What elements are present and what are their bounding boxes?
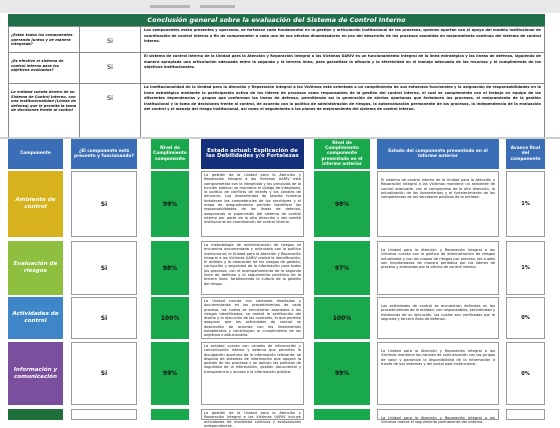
header-present: ¿El componente está presente y funcionando? — [71, 139, 137, 169]
component-state: La Unidad cuenta con controles diseñados y documentados en los procedimientos de cada proceso, los cuales se encuentran asociados a los riesgos identificados; se realizó la verificación del diseño y la ejecución de los controles, lo que permite asegurar que las actividades de control se desarrollen de acuerdo con los lineamientos establecidos y contribuyan al cumplimiento de los objetivos institucionales. — [201, 297, 304, 339]
component-advance: 1% — [506, 241, 545, 295]
header-level: Nivel de Cumplimiento componente — [151, 139, 189, 169]
component-level: 98% — [151, 241, 189, 295]
conclusion-row — [9, 84, 545, 138]
component-row — [8, 342, 545, 405]
component-row — [8, 241, 545, 295]
component-present: Si — [71, 171, 137, 237]
component-row — [8, 297, 545, 339]
component-advance — [506, 409, 545, 420]
header-prev-state: Estado del componente presentado en el informe anterior — [377, 139, 499, 169]
faded-heading-fragment — [200, 5, 235, 8]
component-present — [71, 409, 137, 420]
component-advance: 0% — [506, 342, 545, 405]
component-prev-state: La Unidad para la Atención y Reparación Integral a las Víctimas realiza el seguimiento permanente del sistema. — [377, 409, 499, 420]
component-name: Evaluación de riesgos — [8, 241, 63, 295]
component-level-prev: 99% — [314, 342, 370, 405]
conclusion-criterion: ¿Es efectivo el sistema de control interno para los objetivos evaluados? — [11, 59, 64, 73]
component-row — [8, 409, 545, 428]
component-prev-state: Las actividades de control se encuentran definidas en los procedimientos de la entidad, con responsables, periodicidad y evidencias de su ejecución, las cuales son verificadas por la segunda y tercera línea de defensa. — [377, 297, 499, 339]
component-row — [8, 171, 545, 237]
component-level-prev: 98% — [314, 171, 370, 237]
component-present: Si — [71, 297, 137, 339]
conclusion-criterion: La entidad cuenta dentro de su Sistema de Control Interno, con una institucionalidad (Líneas de defensa) que le permita la toma de decisiones frente al control — [11, 90, 77, 113]
conclusion-header: Conclusión general sobre la evaluación del Sistema de Control Interno — [8, 14, 545, 26]
component-name: Ambiente de control — [8, 171, 63, 237]
component-level-prev: 97% — [314, 241, 370, 295]
conclusion-criterion: ¿Están todos los componentes operando juntos y de manera integrada? — [11, 33, 73, 47]
header-component: Componente — [8, 139, 63, 169]
component-name: Actividades de control — [8, 297, 63, 339]
conclusion-answer: Si — [107, 37, 113, 45]
component-present: Si — [71, 342, 137, 405]
component-prev-state: La Unidad para la Atención y Reparación Integral a las Víctimas cuenta con la política de administración de riesgos actualizada y con los mapas de riesgos por proceso, los cuales son monitoreados de manera periódica por los líderes de proceso y evaluados por la oficina de control interno. — [377, 241, 499, 295]
conclusion-row — [9, 27, 545, 53]
component-state: La entidad cuenta con canales de información y comunicación interna y externa que permiten la divulgación oportuna de la información relevante; se dispone de sistemas de información que apoyan la gestión de los procesos y se aplican las políticas de seguridad de la información, gestión documental y transparencia y acceso a la información pública. — [201, 342, 304, 405]
component-name: Información y comunicación — [8, 342, 63, 405]
conclusion-text: El sistema de control interno de la Unidad para la Atención y Reparación Integral a las Víctimas UARIV es un funcionamiento integral de la línea estratégica y las líneas de defensa, siguiendo de manera apropiada una articulación adecuada entre la segunda y la tercera línea, para garantizar la eficacia y la efectividad en el manejo adecuado de los recursos y el cumplimiento de los objetivos institucionales. — [144, 54, 541, 70]
conclusion-table — [8, 26, 545, 138]
conclusion-text: Los componentes están presentes y operando, se fortalece cada fundamental en la gestión y articulación institucional de los procesos, quienes aportan con el apoyo del modelo institucional de coordinación de control interno a fin de comprometer a cada uno de sus efectos dinamizadores en pro del desarrollo de los procesos asumidos en mejoramiento continuo del sistema de control interno. — [144, 28, 541, 44]
header-state: Estado actual: Explicación de las Debilidades y/o Fortalezas — [201, 139, 304, 169]
component-advance: 1% — [506, 171, 545, 237]
component-state: La metodología de administración de riesgos se encuentra documentada y articulada con la política institucional; la Unidad para la Atención y Reparación Integral a las Víctimas UARIV realizó la identificación, el análisis y la valoración de los riesgos de gestión, corrupción y seguridad de la información para todos los procesos, con el acompañamiento de la segunda línea de defensa y el seguimiento periódico de la tercera línea, fortaleciendo la cultura de la gestión del riesgo. — [201, 241, 304, 295]
component-level-prev — [314, 409, 370, 420]
top-strip — [0, 0, 560, 13]
component-prev-state: La Unidad para la Atención y Reparación Integral a las Víctimas mantiene los canales de comunicación con los grupos de valor y garantiza la disponibilidad de la información a través de sus sistemas y del portal web institucional. — [377, 342, 499, 405]
conclusion-row — [9, 53, 545, 84]
conclusion-text: La institucionalidad de la Unidad para la Atención y Reparación Integral a las Víctimas está orientada a un cumplimiento de sus esfuerzos funcionales y la asignación de responsabilidades en la línea estratégica mediante la participación activa de los líderes de procesos como responsables de la gestión del control interno, el cual se complementa con el trabajo en equipo de las diferentes dependencias y grupos que conforman las líneas de defensa, permitiendo así la generación de alertas oportunas que fortalecen los procesos, el mejoramiento de la gestión institucional y la toma de decisiones frente al control, de acuerdo con la política de administración de riesgos, la autoevaluación permanente de los procesos, la independencia de la evaluación del control y el manejo del riesgo institucional, así como el seguimiento a los planes de mejoramiento del sistema de control interno. — [144, 85, 541, 112]
component-present: Si — [71, 241, 137, 295]
component-state: La gestión de la Unidad para la Atención y Reparación Integral a las Víctimas UARIV está comprometida con la integridad y los principios de la función pública; se mantiene el código de integridad, la política de conflicto de interés y los canales de denuncia. Los lineamientos de talento humano fortalecen las competencias de los servidores y el mapa de aseguramiento permite identificar las responsabilidades de las líneas de defensa, asegurando la supervisión del sistema de control interno por parte de la alta dirección y del comité institucional de coordinación de control interno. — [201, 171, 304, 237]
component-level-prev: 100% — [314, 297, 370, 339]
component-state: La gestión de la Unidad para la Atención y Reparación Integral a las Víctimas UARIV incluye actividades de monitoreo continuo y evaluaciones independientes. — [201, 409, 304, 420]
conclusion-answer: Si — [107, 94, 113, 102]
component-level: 99% — [151, 342, 189, 405]
header-level-prev: Nivel de Cumplimiento componente presentado en el informe anterior — [314, 139, 370, 169]
header-advance: Avance final del componente — [506, 139, 545, 169]
component-level: 100% — [151, 297, 189, 339]
component-prev-state: El sistema de control interno de la Unidad para la Atención y Reparación Integral a las Víctimas mantiene un ambiente de control adecuado, con el compromiso de la alta dirección, la actualización de los lineamientos y el fortalecimiento de las competencias de los servidores públicos de la entidad. — [377, 171, 499, 237]
component-name — [8, 409, 63, 420]
conclusion-answer: Si — [107, 63, 113, 71]
component-level — [151, 409, 189, 420]
component-level: 99% — [151, 171, 189, 237]
component-advance: 0% — [506, 297, 545, 339]
faded-heading-fragment — [150, 5, 190, 8]
